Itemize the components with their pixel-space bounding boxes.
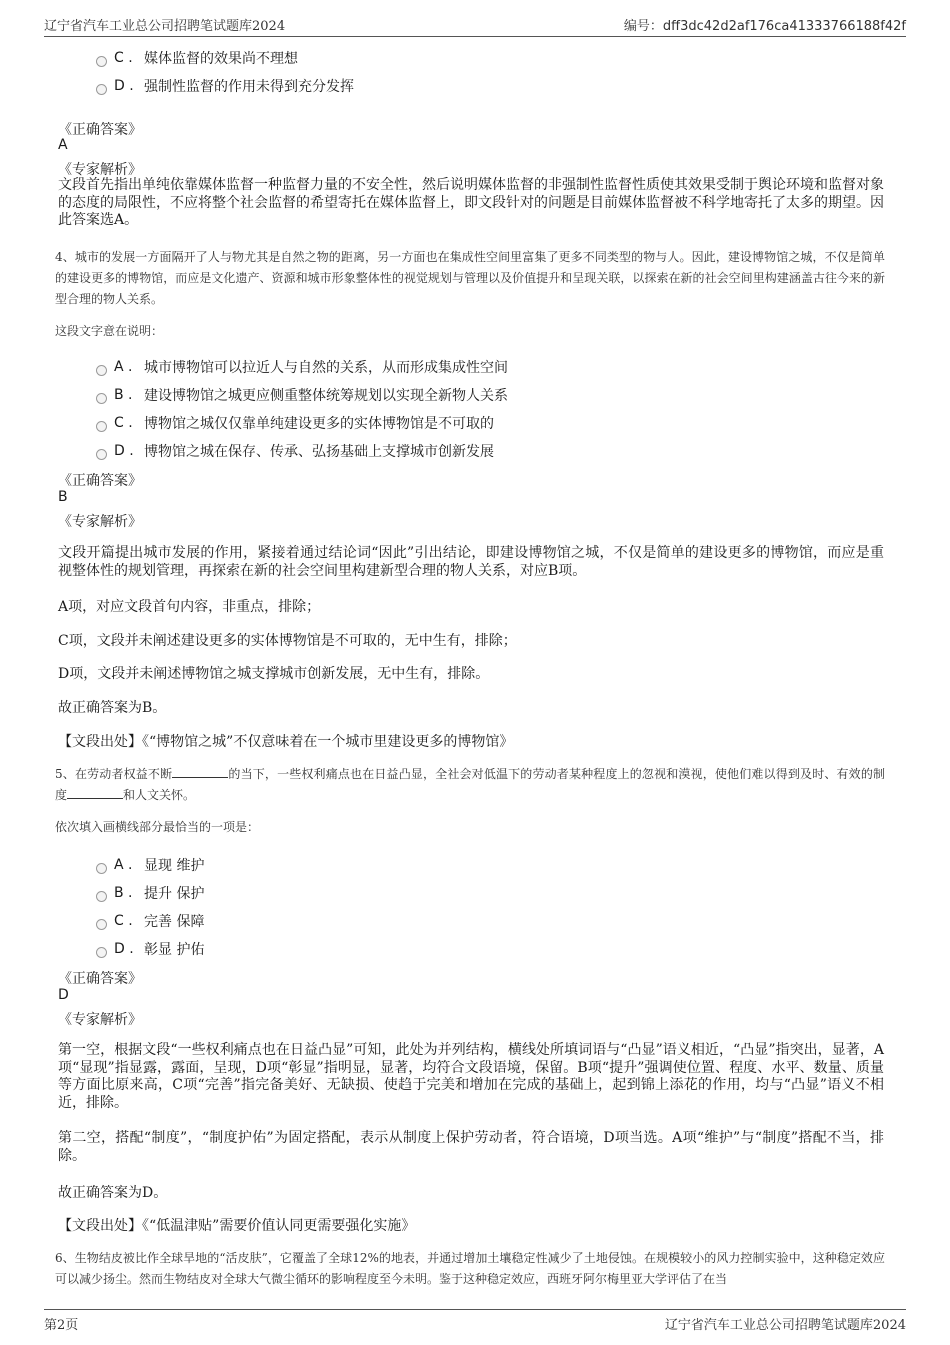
- q5-analysis-second-blank: 第二空，搭配“制度”，“制度护佑”为固定搭配，表示从制度上保护劳动者，符合语境，D项当选。A项“维护”与“制度”搭配不当，排除。: [58, 1130, 884, 1164]
- radio-icon[interactable]: [96, 919, 107, 930]
- q4-option-b[interactable]: B . 建设博物馆之城更应侧重整体统筹规划以实现全新物人关系: [96, 385, 508, 405]
- radio-icon[interactable]: [96, 449, 107, 460]
- q5-option-d[interactable]: D . 彰显 护佑: [96, 939, 204, 959]
- page-footer: [44, 1309, 906, 1336]
- q4-conclusion: 故正确答案为B。: [58, 700, 167, 716]
- q3-analysis-label: 《专家解析》: [58, 162, 142, 178]
- q3-option-d[interactable]: D . 强制性监督的作用未得到充分发挥: [96, 76, 354, 96]
- q5-analysis-first-blank: 第一空，根据文段“一些权利痛点也在日益凸显”可知，此处为并列结构，横线处所填词语与“凸显”语义相近，“凸显”指突出，显著，A项“显现”指显露，露面，呈现，D项“彰显”指明显，显著，均符合文段语境，保留。B项“提升”强调使位置、程度、水平、数量、质量等方面比原来高，C项“完善”指完备美好、无缺损、使趋于完美和增加在完成的基础上，起到锦上添花的作用，均与“凸显”语义不相近，排除。: [58, 1042, 884, 1111]
- q4-answer: B: [58, 489, 68, 505]
- q4-question: 4、城市的发展一方面隔开了人与物尤其是自然之物的距离，另一方面也在集成性空间里富集了更多不同类型的物与人。因此，建设博物馆之城，不仅是简单的建设更多的博物馆，而应是文化遗产、资源和城市形象整体性的视觉规划与管理以及价值提升和呈现关联，以探索在新的社会空间里构建涵盖古往今来的新型合理的物人关系。: [55, 250, 885, 306]
- q4-answer-label: 《正确答案》: [58, 473, 142, 489]
- q5-analysis-label: 《专家解析》: [58, 1012, 142, 1028]
- q4-analysis-a: A项，对应文段首句内容，非重点，排除；: [58, 599, 321, 615]
- blank-line: [67, 786, 123, 799]
- q4-source: 【文段出处】《“博物馆之城”不仅意味着在一个城市里建设更多的博物馆》: [58, 734, 514, 750]
- q4-analysis-paragraph: 文段开篇提出城市发展的作用，紧接着通过结论词“因此”引出结论，即建设博物馆之城，不仅是简单的建设更多的博物馆，而应是重视整体性的规划管理，再探索在新的社会空间里构建新型合理的物人关系，对应B项。: [58, 545, 884, 579]
- q4-option-a[interactable]: A . 城市博物馆可以拉近人与自然的关系，从而形成集成性空间: [96, 357, 508, 377]
- radio-icon[interactable]: [96, 365, 107, 376]
- page-number: 第2页: [44, 1317, 79, 1333]
- radio-icon[interactable]: [96, 863, 107, 874]
- q3-option-c[interactable]: C . 媒体监督的效果尚不理想: [96, 48, 298, 68]
- header-serial: 编号：dff3dc42d2af176ca41333766188f42f: [623, 18, 906, 34]
- radio-icon[interactable]: [96, 947, 107, 958]
- radio-icon[interactable]: [96, 421, 107, 432]
- q5-option-b[interactable]: B . 提升 保护: [96, 883, 204, 903]
- q5-conclusion: 故正确答案为D。: [58, 1185, 168, 1201]
- radio-icon[interactable]: [96, 56, 107, 67]
- q5-prompt: 依次填入画横线部分最恰当的一项是：: [55, 820, 260, 834]
- q4-analysis-label: 《专家解析》: [58, 514, 142, 530]
- q4-analysis-c: C项，文段并未阐述建设更多的实体博物馆是不可取的，无中生有，排除；: [58, 633, 517, 649]
- q4-option-c[interactable]: C . 博物馆之城仅仅靠单纯建设更多的实体博物馆是不可取的: [96, 413, 494, 433]
- header-title: 辽宁省汽车工业总公司招聘笔试题库2024: [44, 18, 286, 34]
- q5-option-c[interactable]: C . 完善 保障: [96, 911, 204, 931]
- q3-analysis: 文段首先指出单纯依靠媒体监督一种监督力量的不安全性，然后说明媒体监督的非强制性监督性质使其效果受制于舆论环境和监督对象的态度的局限性，不应将整个社会监督的希望寄托在媒体监督上，即文段针对的问题是目前媒体监督被不科学地寄托了太多的期望。因此答案选A。: [58, 177, 884, 228]
- footer-title: 辽宁省汽车工业总公司招聘笔试题库2024: [664, 1317, 906, 1333]
- q5-answer: D: [58, 987, 69, 1003]
- q5-answer-label: 《正确答案》: [58, 971, 142, 987]
- radio-icon[interactable]: [96, 891, 107, 902]
- blank-line: [172, 765, 228, 778]
- q3-answer: A: [58, 137, 68, 153]
- q4-prompt: 这段文字意在说明：: [55, 324, 164, 338]
- q4-option-d[interactable]: D . 博物馆之城在保存、传承、弘扬基础上支撑城市创新发展: [96, 441, 494, 461]
- q6-question: 6、生物结皮被比作全球旱地的“活皮肤”，它覆盖了全球12%的地表，并通过增加土壤稳定性减少了土地侵蚀。在规模较小的风力控制实验中，这种稳定效应可以减少扬尘。然而生物结皮对全球大气微尘循环的影响程度至今未明。鉴于这种稳定效应，西班牙阿尔梅里亚大学评估了在当: [55, 1251, 885, 1286]
- radio-icon[interactable]: [96, 84, 107, 95]
- page-header: [44, 12, 906, 37]
- q4-analysis-d: D项，文段并未阐述博物馆之城支撑城市创新发展，无中生有，排除。: [58, 666, 490, 682]
- radio-icon[interactable]: [96, 393, 107, 404]
- q5-option-a[interactable]: A . 显现 维护: [96, 855, 204, 875]
- q5-source: 【文段出处】《“低温津贴”需要价值认同更需要强化实施》: [58, 1218, 416, 1234]
- q3-answer-label: 《正确答案》: [58, 122, 142, 138]
- q5-question: 5、在劳动者权益不断 的当下，一些权利痛点也在日益凸显，全社会对低温下的劳动者某种程度上的忽视和漠视，使他们难以得到及时、有效的制度 和人文关怀。: [55, 767, 885, 802]
